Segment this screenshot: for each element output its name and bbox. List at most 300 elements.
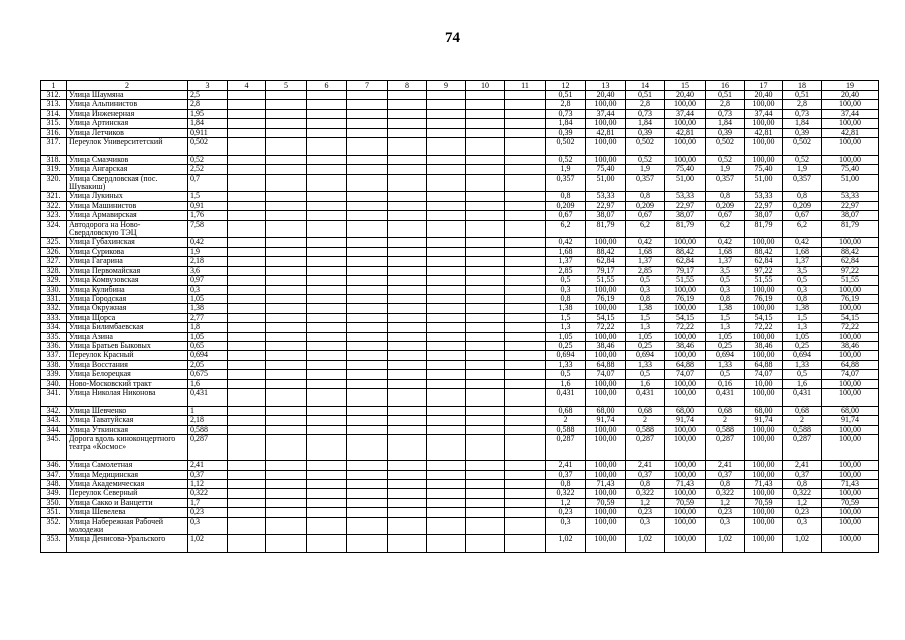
value-cell: 100,00 <box>586 425 626 434</box>
value-cell: 100,00 <box>822 119 879 128</box>
length-value: 1,8 <box>188 323 228 332</box>
empty-cell <box>347 489 388 498</box>
empty-cell <box>228 304 266 313</box>
table-row <box>41 461 879 470</box>
empty-cell <box>505 285 546 294</box>
value-cell: 75,40 <box>665 165 706 174</box>
empty-cell <box>505 165 546 174</box>
value-cell: 64,88 <box>745 360 783 369</box>
column-header: 16 <box>706 81 745 91</box>
value-cell: 100,00 <box>586 535 626 553</box>
value-cell: 76,19 <box>822 294 879 303</box>
empty-cell <box>228 489 266 498</box>
value-cell: 0,42 <box>783 238 822 247</box>
value-cell: 91,74 <box>665 416 706 425</box>
empty-cell <box>466 313 505 322</box>
value-cell: 0,25 <box>626 341 665 350</box>
empty-cell <box>466 247 505 256</box>
street-name: Улица Кулибина <box>67 285 188 294</box>
street-name: Улица Сакко и Ванцетти <box>67 498 188 507</box>
value-cell: 100,00 <box>745 238 783 247</box>
value-cell: 100,00 <box>586 304 626 313</box>
street-name: Улица Шевелева <box>67 508 188 517</box>
value-cell: 100,00 <box>665 489 706 498</box>
value-cell: 0,287 <box>626 435 665 461</box>
empty-cell <box>505 192 546 201</box>
empty-cell <box>228 138 266 156</box>
empty-cell <box>466 508 505 517</box>
value-cell: 51,55 <box>586 276 626 285</box>
value-cell: 10,00 <box>745 379 783 388</box>
column-header: 4 <box>228 81 266 91</box>
empty-cell <box>466 425 505 434</box>
empty-cell <box>307 461 347 470</box>
empty-cell <box>347 406 388 415</box>
length-value: 1,9 <box>188 247 228 256</box>
value-cell: 100,00 <box>586 461 626 470</box>
empty-cell <box>307 388 347 406</box>
empty-cell <box>466 138 505 156</box>
value-cell: 0,3 <box>626 517 665 535</box>
value-cell: 100,00 <box>665 388 706 406</box>
value-cell: 100,00 <box>586 379 626 388</box>
value-cell: 74,07 <box>745 370 783 379</box>
value-cell: 0,73 <box>706 109 745 118</box>
empty-cell <box>466 276 505 285</box>
empty-cell <box>427 323 466 332</box>
value-cell: 42,81 <box>665 128 706 137</box>
table-row <box>41 304 879 313</box>
value-cell: 100,00 <box>822 351 879 360</box>
empty-cell <box>266 294 307 303</box>
empty-cell <box>505 517 546 535</box>
empty-cell <box>505 155 546 164</box>
value-cell: 100,00 <box>745 155 783 164</box>
value-cell: 1,37 <box>626 257 665 266</box>
value-cell: 3,5 <box>706 266 745 275</box>
value-cell: 0,8 <box>546 294 586 303</box>
value-cell: 100,00 <box>745 461 783 470</box>
length-value: 0,675 <box>188 370 228 379</box>
empty-cell <box>266 498 307 507</box>
empty-cell <box>466 220 505 238</box>
value-cell: 1,02 <box>783 535 822 553</box>
table-row <box>41 257 879 266</box>
column-header: 11 <box>505 81 546 91</box>
empty-cell <box>228 425 266 434</box>
row-number: 345. <box>41 435 67 461</box>
empty-cell <box>505 294 546 303</box>
empty-cell <box>307 128 347 137</box>
empty-cell <box>228 91 266 100</box>
empty-cell <box>266 247 307 256</box>
row-number: 329. <box>41 276 67 285</box>
value-cell: 100,00 <box>745 517 783 535</box>
length-value: 0,502 <box>188 138 228 156</box>
value-cell: 0,322 <box>706 489 745 498</box>
value-cell: 100,00 <box>665 332 706 341</box>
table-row <box>41 100 879 109</box>
empty-cell <box>307 370 347 379</box>
value-cell: 0,322 <box>546 489 586 498</box>
value-cell: 0,322 <box>783 489 822 498</box>
value-cell: 1,68 <box>626 247 665 256</box>
empty-cell <box>427 257 466 266</box>
empty-cell <box>347 323 388 332</box>
empty-cell <box>427 498 466 507</box>
value-cell: 88,42 <box>665 247 706 256</box>
street-name: Улица Комвузовская <box>67 276 188 285</box>
row-number: 351. <box>41 508 67 517</box>
empty-cell <box>427 313 466 322</box>
row-number: 313. <box>41 100 67 109</box>
empty-cell <box>466 100 505 109</box>
empty-cell <box>347 370 388 379</box>
empty-cell <box>347 91 388 100</box>
value-cell: 71,43 <box>745 480 783 489</box>
row-number: 317. <box>41 138 67 156</box>
column-header: 10 <box>466 81 505 91</box>
value-cell: 100,00 <box>665 119 706 128</box>
table-row <box>41 266 879 275</box>
value-cell: 0,67 <box>783 211 822 220</box>
value-cell: 0,5 <box>546 370 586 379</box>
empty-cell <box>266 416 307 425</box>
value-cell: 0,68 <box>783 406 822 415</box>
empty-cell <box>347 304 388 313</box>
street-name: Улица Машинистов <box>67 201 188 210</box>
empty-cell <box>266 304 307 313</box>
value-cell: 81,79 <box>665 220 706 238</box>
value-cell: 100,00 <box>586 517 626 535</box>
row-number: 320. <box>41 174 67 192</box>
value-cell: 54,15 <box>665 313 706 322</box>
value-cell: 1,02 <box>626 535 665 553</box>
table-row <box>41 119 879 128</box>
street-name: Улица Самолетная <box>67 461 188 470</box>
value-cell: 1,33 <box>546 360 586 369</box>
empty-cell <box>388 119 427 128</box>
empty-cell <box>505 480 546 489</box>
empty-cell <box>427 341 466 350</box>
value-cell: 100,00 <box>665 351 706 360</box>
empty-cell <box>347 128 388 137</box>
empty-cell <box>347 425 388 434</box>
value-cell: 1,3 <box>626 323 665 332</box>
empty-cell <box>228 360 266 369</box>
street-name: Улица Альпинистов <box>67 100 188 109</box>
empty-cell <box>347 341 388 350</box>
row-number: 333. <box>41 313 67 322</box>
empty-cell <box>347 109 388 118</box>
value-cell: 100,00 <box>745 508 783 517</box>
empty-cell <box>228 294 266 303</box>
value-cell: 2,8 <box>783 100 822 109</box>
value-cell: 0,3 <box>626 285 665 294</box>
value-cell: 0,23 <box>546 508 586 517</box>
empty-cell <box>266 406 307 415</box>
street-name: Улица Первомайская <box>67 266 188 275</box>
value-cell: 38,46 <box>745 341 783 350</box>
table-row <box>41 165 879 174</box>
value-cell: 2 <box>626 416 665 425</box>
row-number: 328. <box>41 266 67 275</box>
empty-cell <box>228 276 266 285</box>
value-cell: 100,00 <box>822 138 879 156</box>
empty-cell <box>228 416 266 425</box>
row-number: 346. <box>41 461 67 470</box>
empty-cell <box>505 435 546 461</box>
street-name: Улица Восстания <box>67 360 188 369</box>
table-row <box>41 498 879 507</box>
value-cell: 0,8 <box>706 192 745 201</box>
street-name: Улица Набережная Рабочей молодежи <box>67 517 188 535</box>
value-cell: 1,5 <box>783 313 822 322</box>
value-cell: 100,00 <box>586 435 626 461</box>
value-cell: 100,00 <box>745 304 783 313</box>
value-cell: 20,40 <box>586 91 626 100</box>
empty-cell <box>388 435 427 461</box>
empty-cell <box>307 323 347 332</box>
value-cell: 100,00 <box>745 138 783 156</box>
value-cell: 100,00 <box>586 238 626 247</box>
table-row <box>41 425 879 434</box>
empty-cell <box>505 498 546 507</box>
column-header: 8 <box>388 81 427 91</box>
empty-cell <box>427 332 466 341</box>
row-number: 352. <box>41 517 67 535</box>
street-name: Улица Окружная <box>67 304 188 313</box>
empty-cell <box>427 370 466 379</box>
value-cell: 0,25 <box>706 341 745 350</box>
street-name: Улица Армавирская <box>67 211 188 220</box>
empty-cell <box>466 341 505 350</box>
length-value: 2,18 <box>188 416 228 425</box>
value-cell: 0,23 <box>626 508 665 517</box>
empty-cell <box>388 174 427 192</box>
empty-cell <box>307 138 347 156</box>
empty-cell <box>347 508 388 517</box>
value-cell: 2 <box>783 416 822 425</box>
value-cell: 38,07 <box>586 211 626 220</box>
value-cell: 0,52 <box>546 155 586 164</box>
empty-cell <box>388 201 427 210</box>
empty-cell <box>466 119 505 128</box>
empty-cell <box>388 489 427 498</box>
empty-cell <box>505 174 546 192</box>
street-name: Улица Гагарина <box>67 257 188 266</box>
value-cell: 2,41 <box>626 461 665 470</box>
value-cell: 0,5 <box>706 276 745 285</box>
value-cell: 0,39 <box>546 128 586 137</box>
empty-cell <box>505 220 546 238</box>
empty-cell <box>466 388 505 406</box>
empty-cell <box>427 201 466 210</box>
value-cell: 68,00 <box>822 406 879 415</box>
value-cell: 0,8 <box>546 192 586 201</box>
empty-cell <box>228 341 266 350</box>
row-number: 330. <box>41 285 67 294</box>
value-cell: 0,431 <box>626 388 665 406</box>
empty-cell <box>228 517 266 535</box>
value-cell: 0,23 <box>706 508 745 517</box>
empty-cell <box>388 294 427 303</box>
value-cell: 37,44 <box>822 109 879 118</box>
empty-cell <box>347 276 388 285</box>
table-row <box>41 535 879 553</box>
empty-cell <box>388 480 427 489</box>
empty-cell <box>505 425 546 434</box>
value-cell: 74,07 <box>586 370 626 379</box>
empty-cell <box>388 406 427 415</box>
value-cell: 51,00 <box>822 174 879 192</box>
value-cell: 0,8 <box>783 294 822 303</box>
row-number: 353. <box>41 535 67 553</box>
value-cell: 0,209 <box>706 201 745 210</box>
row-number: 339. <box>41 370 67 379</box>
value-cell: 54,15 <box>586 313 626 322</box>
street-name: Улица Николая Никонова <box>67 388 188 406</box>
table-row <box>41 220 879 238</box>
table-row <box>41 192 879 201</box>
table-row <box>41 285 879 294</box>
empty-cell <box>427 91 466 100</box>
value-cell: 0,588 <box>546 425 586 434</box>
value-cell: 20,40 <box>665 91 706 100</box>
value-cell: 100,00 <box>745 425 783 434</box>
value-cell: 97,22 <box>745 266 783 275</box>
empty-cell <box>388 370 427 379</box>
empty-cell <box>388 341 427 350</box>
value-cell: 0,694 <box>706 351 745 360</box>
value-cell: 22,97 <box>745 201 783 210</box>
table-row <box>41 294 879 303</box>
value-cell: 0,8 <box>706 294 745 303</box>
empty-cell <box>505 341 546 350</box>
length-value: 2,77 <box>188 313 228 322</box>
length-value: 0,287 <box>188 435 228 461</box>
empty-cell <box>266 257 307 266</box>
empty-cell <box>266 211 307 220</box>
value-cell: 38,46 <box>665 341 706 350</box>
value-cell: 62,84 <box>586 257 626 266</box>
value-cell: 0,37 <box>783 470 822 479</box>
page-number: 74 <box>445 30 460 46</box>
empty-cell <box>427 220 466 238</box>
empty-cell <box>388 416 427 425</box>
value-cell: 100,00 <box>745 285 783 294</box>
value-cell: 2,85 <box>546 266 586 275</box>
street-name: Улица Суриковa <box>67 247 188 256</box>
empty-cell <box>347 388 388 406</box>
value-cell: 0,67 <box>546 211 586 220</box>
value-cell: 0,52 <box>626 155 665 164</box>
empty-cell <box>266 517 307 535</box>
table-row <box>41 323 879 332</box>
empty-cell <box>228 461 266 470</box>
street-name: Переулок Красный <box>67 351 188 360</box>
value-cell: 1,05 <box>626 332 665 341</box>
empty-cell <box>466 294 505 303</box>
value-cell: 37,44 <box>665 109 706 118</box>
value-cell: 0,322 <box>626 489 665 498</box>
value-cell: 6,2 <box>706 220 745 238</box>
value-cell: 68,00 <box>665 406 706 415</box>
empty-cell <box>307 341 347 350</box>
value-cell: 100,00 <box>822 461 879 470</box>
empty-cell <box>307 435 347 461</box>
empty-cell <box>466 498 505 507</box>
value-cell: 74,07 <box>822 370 879 379</box>
table-row <box>41 109 879 118</box>
value-cell: 0,694 <box>626 351 665 360</box>
length-value: 2,52 <box>188 165 228 174</box>
length-value: 2,5 <box>188 91 228 100</box>
value-cell: 1,68 <box>783 247 822 256</box>
empty-cell <box>505 351 546 360</box>
value-cell: 74,07 <box>665 370 706 379</box>
value-cell: 100,00 <box>665 138 706 156</box>
street-name: Улица Лукиных <box>67 192 188 201</box>
value-cell: 100,00 <box>665 379 706 388</box>
empty-cell <box>427 480 466 489</box>
empty-cell <box>505 360 546 369</box>
value-cell: 1,05 <box>706 332 745 341</box>
length-value: 0,52 <box>188 155 228 164</box>
empty-cell <box>266 119 307 128</box>
street-name: Дорога вдоль киноконцертного театра «Космос» <box>67 435 188 461</box>
street-name: Улица Шаумяна <box>67 91 188 100</box>
value-cell: 0,357 <box>783 174 822 192</box>
empty-cell <box>266 192 307 201</box>
value-cell: 51,55 <box>745 276 783 285</box>
value-cell: 1,38 <box>706 304 745 313</box>
column-header: 18 <box>783 81 822 91</box>
value-cell: 1,33 <box>626 360 665 369</box>
value-cell: 0,502 <box>546 138 586 156</box>
street-name: Улица Таватуйская <box>67 416 188 425</box>
value-cell: 1,02 <box>546 535 586 553</box>
street-name: Улица Щорса <box>67 313 188 322</box>
value-cell: 72,22 <box>586 323 626 332</box>
value-cell: 100,00 <box>822 535 879 553</box>
empty-cell <box>427 351 466 360</box>
empty-cell <box>347 416 388 425</box>
row-number: 332. <box>41 304 67 313</box>
empty-cell <box>266 100 307 109</box>
street-name: Улица Артинская <box>67 119 188 128</box>
empty-cell <box>427 360 466 369</box>
empty-cell <box>466 489 505 498</box>
value-cell: 0,37 <box>546 470 586 479</box>
empty-cell <box>505 109 546 118</box>
empty-cell <box>307 351 347 360</box>
length-value: 2,05 <box>188 360 228 369</box>
value-cell: 72,22 <box>745 323 783 332</box>
empty-cell <box>466 285 505 294</box>
empty-cell <box>427 119 466 128</box>
length-value: 1,12 <box>188 480 228 489</box>
empty-cell <box>505 138 546 156</box>
value-cell: 0,51 <box>546 91 586 100</box>
empty-cell <box>307 192 347 201</box>
value-cell: 62,84 <box>745 257 783 266</box>
value-cell: 1,38 <box>546 304 586 313</box>
empty-cell <box>228 370 266 379</box>
length-value: 3,6 <box>188 266 228 275</box>
value-cell: 100,00 <box>665 304 706 313</box>
value-cell: 51,55 <box>665 276 706 285</box>
